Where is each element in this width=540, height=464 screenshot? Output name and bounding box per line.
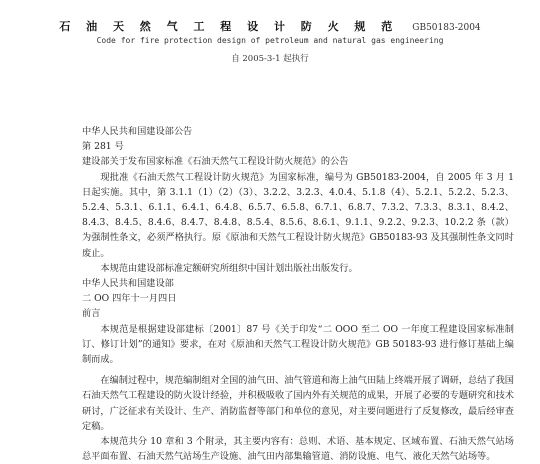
effective-date: 自 2005-3-1 起执行 (231, 54, 309, 64)
standard-title (0, 18, 540, 34)
foreword-heading: 前言 (82, 308, 101, 320)
standard-title-cn: 石 油 天 然 气 工 程 设 计 防 火 规 范 (59, 20, 399, 33)
standard-title-en: Code for fire protection design of petroleum and natural gas engineering (96, 36, 444, 45)
notice-publish: 本规范由建设部标准定额研究所组织中国计划出版社出版发行。 (100, 262, 358, 274)
foreword-paragraph-3: 本规范共分 10 章和 3 个附录，其主要内容有：总则、术语、基本规定、区域布置、石油天然气站场总平面布置、石油天然气站场生产设施、油气田内部集输管道、消防设施、电气、液化天然气站场等。 (82, 436, 514, 463)
foreword-paragraph-1: 本规范是根据建设部建标〔2001〕87 号《关于印发“二 OOO 至二 OO 一年度工程建设国家标准制订、修订计划”的通知》要求，在对《原油和天然气工程设计防火规范》GB 50183-93 进行修订基础上编制而成。 (82, 323, 514, 366)
foreword-paragraph-2: 在编制过程中，规范编制组对全国的油气田、油气管道和海上油气田陆上终端开展了调研，总结了我国石油天然气工程建设的防火设计经验，并积极吸收了国内外有关规范的成果，开展了必要的专题研究和技术研讨，广泛征求有关设计、生产、消防监督等部门和单位的意见，对主要问题进行了反复修改，最后经审查定稿。 (82, 375, 514, 432)
notice-date: 二 OO 四年十一月四日 (82, 293, 177, 305)
notice-title: 建设部关于发布国家标准《石油天然气工程设计防火规范》的公告 (82, 156, 349, 168)
notice-number: 第 281 号 (82, 141, 124, 153)
notice-signer: 中华人民共和国建设部 (82, 278, 174, 290)
standard-code: GB50183-2004 (412, 23, 481, 33)
document-body (82, 124, 514, 464)
notice-issuer: 中华人民共和国建设部公告 (82, 126, 193, 137)
notice-body: 现批准《石油天然气工程设计防火规范》为国家标准，编号为 GB50183-2004，自 2005 年 3 月 1 日起实施。其中，第 3.1.1（1）（2）（3）、3.2.2、3.2.3、4.0.4、5.1.8（4）、5.2.1、5.2.2、5.2.3、5.2.4、5.3.1、6.1.1、6.4.1、6.4.8、6.5.7、6.5.8、6.7.1、6.8.7、7.3.2、7.3.3、8.3.1、8.4.2、8.4.3、8.4.5、8.4.6、8.4.7、8.4.8、8.5.4、8.5.6、8.6.1、9.1.1、9.2.2、9.2.3、10.2.2 条（款）为强制性条文，必须严格执行。原《原油和天然气工程设计防火规范》GB50183-93 及其强制性条文同时废止。 (82, 171, 514, 259)
